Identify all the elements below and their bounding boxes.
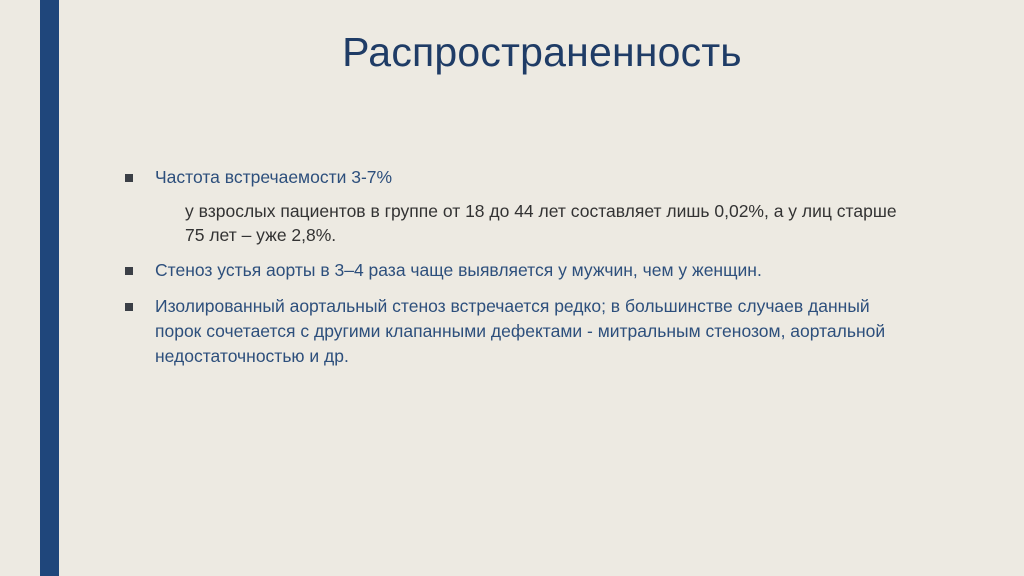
square-bullet-icon	[125, 267, 133, 275]
bullet-list	[125, 165, 905, 369]
square-bullet-icon	[125, 303, 133, 311]
slide-title: Распространенность	[342, 29, 742, 75]
bullet-item-isolated-stenosis	[125, 294, 905, 369]
bullet-text: Частота встречаемости 3-7%	[155, 167, 393, 187]
bullet-item-frequency	[125, 165, 905, 190]
bullet-item-gender	[125, 258, 905, 283]
sub-item-age-groups: у взрослых пациентов в группе от 18 до 44 лет составляет лишь 0,02%, а у лиц старше 75 лет – уже 2,8%.	[185, 201, 897, 245]
bullet-text: Стеноз устья аорты в 3–4 раза чаще выявляется у мужчин, чем у женщин.	[155, 260, 762, 280]
bullet-text: Изолированный аортальный стеноз встречается редко; в большинстве случаев данный порок сочетается с другими клапанными дефектами - митральным стенозом, аортальной недостаточностью и др.	[155, 296, 886, 366]
square-bullet-icon	[125, 174, 133, 182]
accent-bar	[40, 0, 59, 576]
